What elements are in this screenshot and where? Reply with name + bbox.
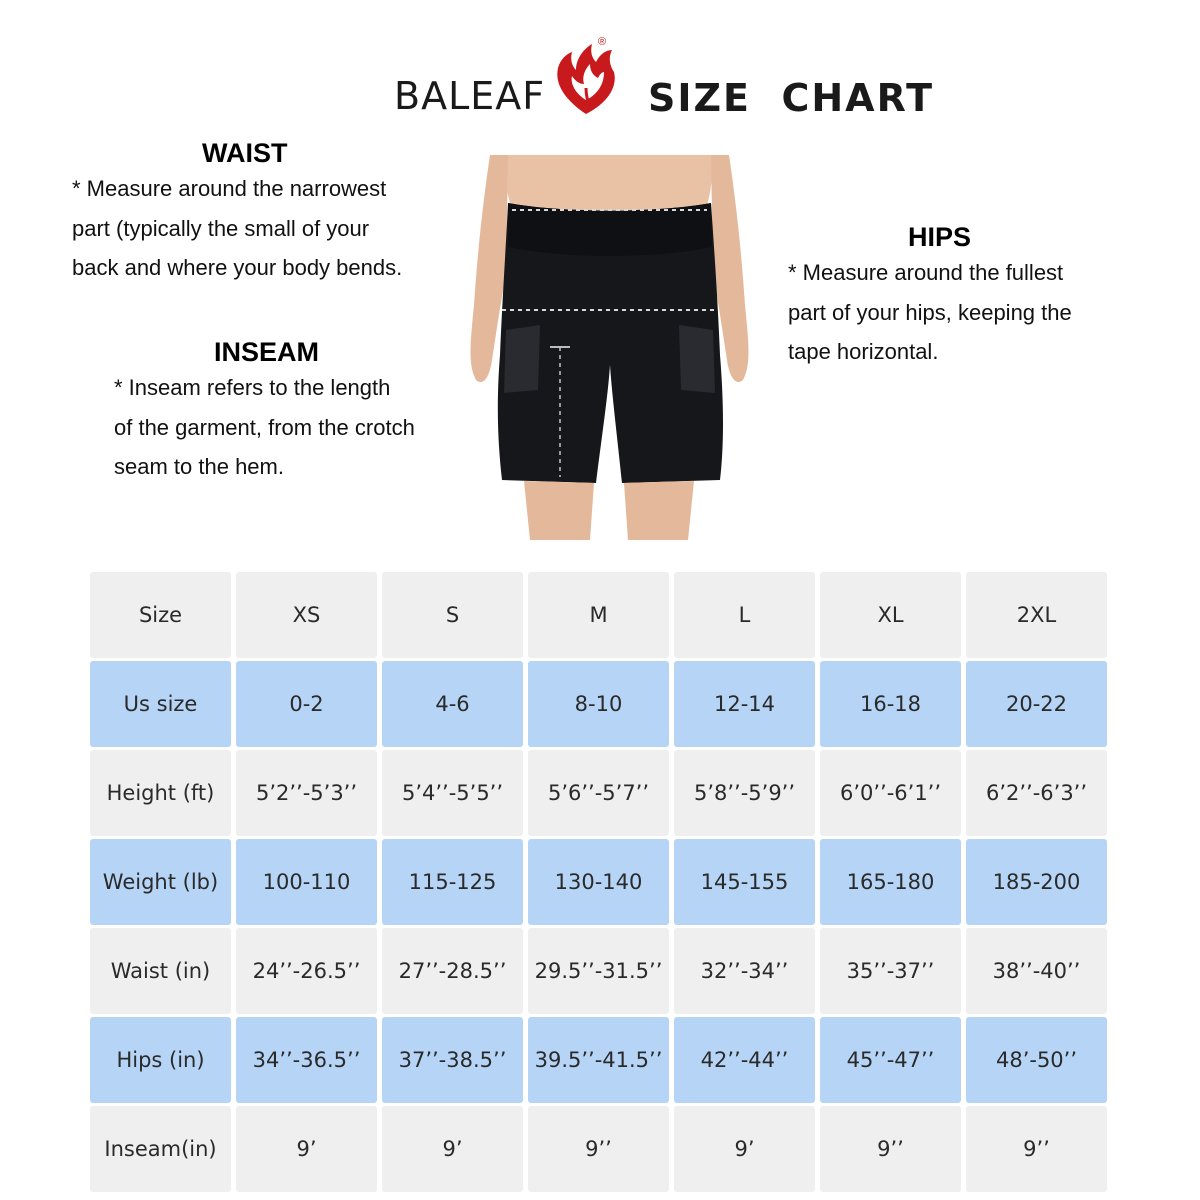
waist-xs: 24’’-26.5’’ (236, 928, 377, 1014)
waist-line-1: * Measure around the narrowest (72, 176, 387, 201)
hips-s: 37’’-38.5’’ (382, 1017, 523, 1103)
inseam-2xl: 9’’ (966, 1106, 1107, 1192)
hips-xl: 45’’-47’’ (820, 1017, 961, 1103)
size-2xl: 2XL (966, 572, 1107, 658)
inseam-line-1: * Inseam refers to the length (114, 375, 391, 400)
waist-line-2: part (typically the small of your (72, 215, 370, 241)
hips-line-3: tape horizontal. (788, 339, 939, 364)
hips-heading: HIPS (908, 222, 972, 252)
us-size-xs: 0-2 (236, 661, 377, 747)
height-s: 5’4’’-5’5’’ (382, 750, 523, 836)
hips-l: 42’’-44’’ (674, 1017, 815, 1103)
inseam-l: 9’ (674, 1106, 815, 1192)
weight-s: 115-125 (382, 839, 523, 925)
waist-line-3: back and where your body bends. (72, 255, 403, 280)
row-label-inseam: Inseam(in) (90, 1106, 231, 1192)
height-2xl: 6’2’’-6’3’’ (966, 750, 1107, 836)
waist-instructions (72, 138, 452, 288)
height-m: 5’6’’-5’7’’ (528, 750, 669, 836)
weight-2xl: 185-200 (966, 839, 1107, 925)
waist-heading: WAIST (202, 138, 288, 168)
height-xs: 5’2’’-5’3’’ (236, 750, 377, 836)
waist-m: 29.5’’-31.5’’ (528, 928, 669, 1014)
weight-l: 145-155 (674, 839, 815, 925)
weight-m: 130-140 (528, 839, 669, 925)
row-label-hips: Hips (in) (90, 1017, 231, 1103)
inseam-line-3: seam to the hem. (114, 454, 284, 479)
us-size-2xl: 20-22 (966, 661, 1107, 747)
waist-s: 27’’-28.5’’ (382, 928, 523, 1014)
weight-xs: 100-110 (236, 839, 377, 925)
waist-xl: 35’’-37’’ (820, 928, 961, 1014)
baleaf-leaf-logo-icon (546, 38, 626, 118)
height-l: 5’8’’-5’9’’ (674, 750, 815, 836)
size-m: M (528, 572, 669, 658)
brand-name: BALEAF (394, 74, 546, 118)
row-label-us-size: Us size (90, 661, 231, 747)
size-l: L (674, 572, 815, 658)
hips-2xl: 48’-50’’ (966, 1017, 1107, 1103)
row-label-weight: Weight (lb) (90, 839, 231, 925)
size-xs: XS (236, 572, 377, 658)
size-xl: XL (820, 572, 961, 658)
header (0, 20, 1200, 120)
inseam-s: 9’ (382, 1106, 523, 1192)
size-s: S (382, 572, 523, 658)
us-size-m: 8-10 (528, 661, 669, 747)
model-shorts-photo (462, 155, 757, 540)
us-size-l: 12-14 (674, 661, 815, 747)
waist-l: 32’’-34’’ (674, 928, 815, 1014)
weight-xl: 165-180 (820, 839, 961, 925)
hips-instructions (788, 222, 1128, 372)
hips-line-2: part of your hips, keeping the (788, 299, 1072, 325)
inseam-heading: INSEAM (214, 337, 320, 367)
hips-m: 39.5’’-41.5’’ (528, 1017, 669, 1103)
row-label-waist: Waist (in) (90, 928, 231, 1014)
waist-2xl: 38’’-40’’ (966, 928, 1107, 1014)
registered-mark: ® (598, 36, 607, 48)
row-label-size: Size (90, 572, 231, 658)
us-size-s: 4-6 (382, 661, 523, 747)
height-xl: 6’0’’-6’1’’ (820, 750, 961, 836)
inseam-instructions (114, 337, 454, 487)
hips-xs: 34’’-36.5’’ (236, 1017, 377, 1103)
page-title: SIZE CHART (648, 76, 935, 120)
inseam-m: 9’’ (528, 1106, 669, 1192)
inseam-xs: 9’ (236, 1106, 377, 1192)
inseam-xl: 9’’ (820, 1106, 961, 1192)
us-size-xl: 16-18 (820, 661, 961, 747)
inseam-line-2: of the garment, from the crotch (114, 414, 415, 440)
hips-line-1: * Measure around the fullest (788, 260, 1064, 285)
row-label-height: Height (ft) (90, 750, 231, 836)
